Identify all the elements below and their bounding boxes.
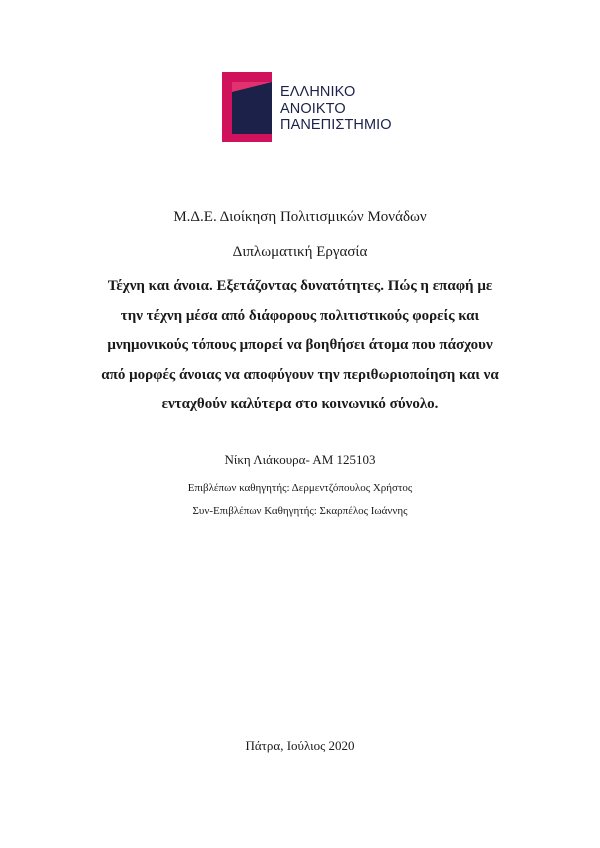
document-type: Διπλωματική Εργασία <box>232 244 368 260</box>
thesis-title-line: την τέχνη μέσα από διάφορους πολιτιστικούς φορείς και <box>120 307 480 324</box>
university-logo-icon <box>218 70 278 144</box>
thesis-title-line: Τέχνη και άνοια. Εξετάζοντας δυνατότητες. Πώς η επαφή με <box>107 278 493 294</box>
thesis-title-line: ενταχθούν καλύτερα στο κοινωνικό σύνολο. <box>161 396 439 412</box>
program-name: Μ.Δ.Ε. Διοίκηση Πολιτισμικών Μονάδων <box>173 209 427 225</box>
thesis-title <box>0 272 600 420</box>
thesis-title-line: μνημονικούς τόπους μπορεί να βοηθήσει άτομα που πάσχουν <box>107 337 493 353</box>
university-name-line-1: ΕΛΛΗΝΙΚΟ <box>280 84 356 100</box>
thesis-title-line: από μορφές άνοιας να αποφύγουν την περιθωριοποίηση και να <box>101 366 499 383</box>
supervisor: Επιβλέπων καθηγητής: Δερμεντζόπουλος Χρήστος <box>187 482 413 494</box>
author: Νίκη Λιάκουρα- ΑΜ 125103 <box>224 452 376 467</box>
co-supervisor: Συν-Επιβλέπων Καθηγητής: Σκαρπέλος Ιωάννης <box>192 505 408 517</box>
university-name-line-2: ΑΝΟΙΚΤΟ <box>280 100 346 117</box>
university-logo <box>218 70 408 144</box>
university-name <box>280 84 392 134</box>
place-date: Πάτρα, Ιούλιος 2020 <box>245 738 355 753</box>
university-name-line-3: ΠΑΝΕΠΙΣΤΗΜΙΟ <box>280 117 392 133</box>
